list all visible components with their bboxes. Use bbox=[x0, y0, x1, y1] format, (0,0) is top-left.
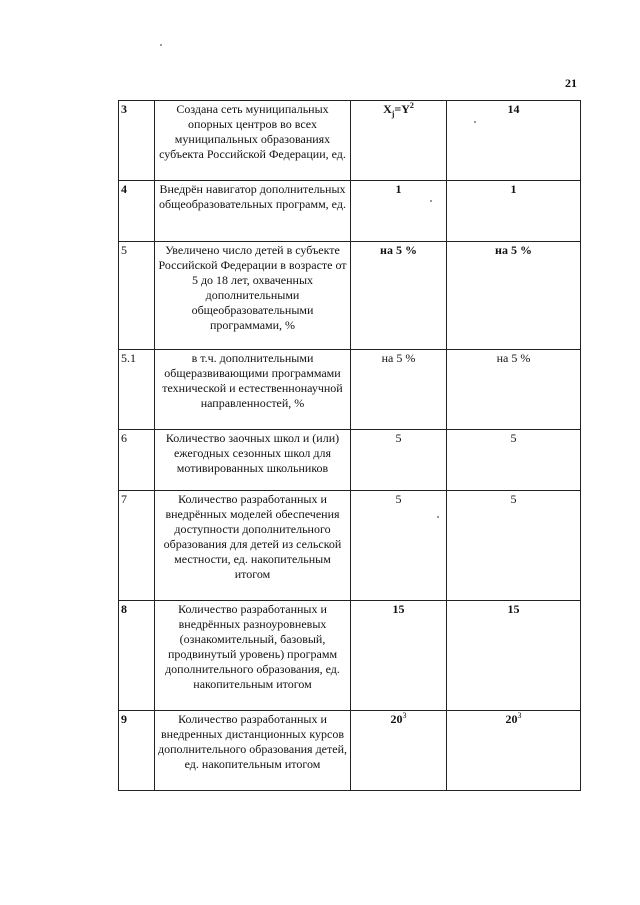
row-value-1: 5 bbox=[351, 491, 447, 601]
row-value-2: 1 bbox=[447, 181, 581, 242]
row-value-2: 5 bbox=[447, 430, 581, 491]
table-row bbox=[119, 101, 581, 181]
scan-speck bbox=[474, 121, 476, 123]
indicators-table bbox=[118, 100, 581, 791]
row-number: 9 bbox=[119, 711, 155, 791]
row-value-2: 5 bbox=[447, 491, 581, 601]
table-row bbox=[119, 350, 581, 430]
footnote-marker: 3 bbox=[402, 711, 407, 720]
formula-subscript: j bbox=[391, 109, 395, 119]
table-row bbox=[119, 491, 581, 601]
row-value-1 bbox=[351, 711, 447, 791]
footnote-marker: 3 bbox=[517, 711, 522, 720]
row-value-1 bbox=[351, 101, 447, 181]
value-base: 20 bbox=[390, 712, 403, 726]
row-description: Создана сеть муниципальных опорных центров во всех муниципальных образованиях субъекта Российской Федерации, ед. bbox=[155, 101, 351, 181]
row-description: Количество разработанных и внедренных дистанционных курсов дополнительного образования детей, ед. накопительным итогом bbox=[155, 711, 351, 791]
table-row bbox=[119, 711, 581, 791]
row-value-1: 1 bbox=[351, 181, 447, 242]
row-number: 7 bbox=[119, 491, 155, 601]
row-description: Увеличено число детей в субъекте Российской Федерации в возрасте от 5 до 18 лет, охваченных дополнительными общеобразовательными программами, % bbox=[155, 242, 351, 350]
scan-speck bbox=[160, 44, 162, 46]
row-value-1: на 5 % bbox=[351, 350, 447, 430]
row-description: в т.ч. дополнительными общеразвивающими программами технической и естественнонаучной направленностей, % bbox=[155, 350, 351, 430]
value-base: 20 bbox=[505, 712, 518, 726]
row-number: 8 bbox=[119, 601, 155, 711]
table-row bbox=[119, 601, 581, 711]
row-value-2: 14 bbox=[447, 101, 581, 181]
scan-speck bbox=[430, 200, 432, 202]
formula-eq: =Y bbox=[394, 102, 410, 116]
row-description: Количество заочных школ и (или) ежегодных сезонных школ для мотивированных школьников bbox=[155, 430, 351, 491]
table-row bbox=[119, 430, 581, 491]
row-value-1: 15 bbox=[351, 601, 447, 711]
page-number: 21 bbox=[565, 76, 577, 90]
row-number: 5 bbox=[119, 242, 155, 350]
table-row bbox=[119, 242, 581, 350]
row-value-2: 15 bbox=[447, 601, 581, 711]
row-number: 6 bbox=[119, 430, 155, 491]
row-description: Количество разработанных и внедрённых разноуровневых (ознакомительный, базовый, продвинутый уровень) программ дополнительного образования, ед. накопительным итогом bbox=[155, 601, 351, 711]
row-value-1: 5 bbox=[351, 430, 447, 491]
row-value-2 bbox=[447, 711, 581, 791]
table-row bbox=[119, 181, 581, 242]
row-value-2: на 5 % bbox=[447, 350, 581, 430]
formula-x: X bbox=[383, 102, 392, 116]
row-description: Количество разработанных и внедрённых моделей обеспечения доступности дополнительного образования для детей из сельской местности, ед. накопительным итогом bbox=[155, 491, 351, 601]
row-value-1: на 5 % bbox=[351, 242, 447, 350]
scan-speck bbox=[437, 516, 439, 518]
row-number: 5.1 bbox=[119, 350, 155, 430]
formula-superscript: 2 bbox=[409, 101, 414, 110]
row-number: 4 bbox=[119, 181, 155, 242]
row-value-2: на 5 % bbox=[447, 242, 581, 350]
row-description: Внедрён навигатор дополнительных общеобразовательных программ, ед. bbox=[155, 181, 351, 242]
row-number: 3 bbox=[119, 101, 155, 181]
